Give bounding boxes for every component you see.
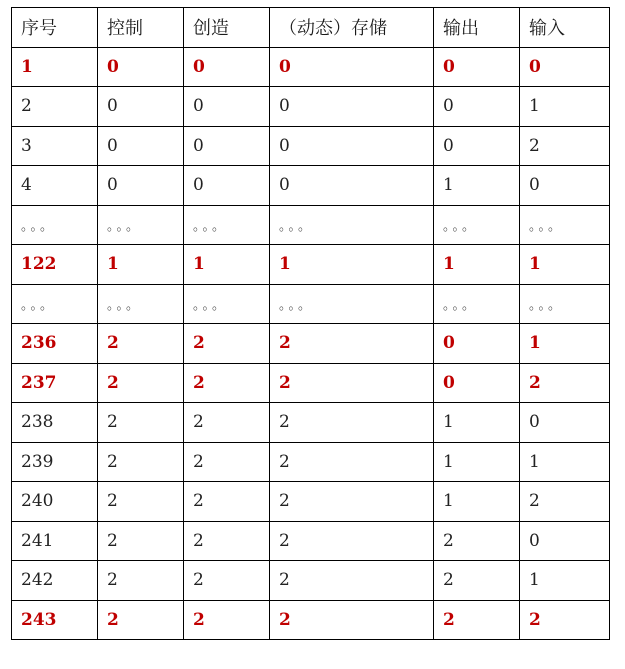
table-cell-input: 2 [520, 482, 610, 522]
table-cell-output: 0 [434, 47, 520, 87]
table-cell-storage: 0 [270, 166, 434, 206]
table-cell-output: 1 [434, 442, 520, 482]
table-cell-control: 2 [98, 403, 184, 443]
header-cell-control: 控制 [98, 8, 184, 48]
table-cell-storage: 2 [270, 521, 434, 561]
table-cell-control: 2 [98, 561, 184, 601]
table-cell-control: 2 [98, 363, 184, 403]
table-cell-control: 2 [98, 521, 184, 561]
table-cell-output: 1 [434, 166, 520, 206]
table-row [12, 521, 610, 561]
table-cell-create: 2 [184, 482, 270, 522]
table-cell-storage: 。。。 [270, 205, 434, 245]
table-cell-output: 。。。 [434, 284, 520, 324]
table-cell-create: 。。。 [184, 205, 270, 245]
table-cell-index: 122 [12, 245, 98, 285]
ellipsis-row [12, 205, 610, 245]
header-cell-create: 创造 [184, 8, 270, 48]
table-cell-input: 1 [520, 442, 610, 482]
table-cell-index: 2 [12, 87, 98, 127]
table-cell-storage: 2 [270, 482, 434, 522]
table-cell-create: 2 [184, 561, 270, 601]
table-cell-storage: 2 [270, 561, 434, 601]
table-cell-index: 。。。 [12, 284, 98, 324]
table-cell-control: 1 [98, 245, 184, 285]
table-cell-create: 2 [184, 521, 270, 561]
table-cell-input: 1 [520, 87, 610, 127]
table-cell-storage: 1 [270, 245, 434, 285]
table-cell-control: 0 [98, 87, 184, 127]
table-row [12, 324, 610, 364]
table-cell-output: 0 [434, 324, 520, 364]
header-cell-input: 输入 [520, 8, 610, 48]
table-cell-index: 1 [12, 47, 98, 87]
table-cell-create: 0 [184, 87, 270, 127]
table-cell-control: 0 [98, 126, 184, 166]
table-row [12, 442, 610, 482]
table-cell-control: 0 [98, 47, 184, 87]
table-cell-create: 2 [184, 442, 270, 482]
header-cell-output: 输出 [434, 8, 520, 48]
table-cell-index: 237 [12, 363, 98, 403]
table-row [12, 166, 610, 206]
table-cell-output: 。。。 [434, 205, 520, 245]
table-cell-index: 3 [12, 126, 98, 166]
table-cell-input: 。。。 [520, 205, 610, 245]
table-cell-output: 1 [434, 482, 520, 522]
table-cell-control: 2 [98, 482, 184, 522]
table-row [12, 363, 610, 403]
table-cell-create: 0 [184, 126, 270, 166]
table-cell-input: 。。。 [520, 284, 610, 324]
table-cell-create: 1 [184, 245, 270, 285]
table-cell-index: 4 [12, 166, 98, 206]
table-cell-index: 243 [12, 600, 98, 640]
table-cell-control: 2 [98, 324, 184, 364]
table-cell-index: 238 [12, 403, 98, 443]
table-cell-output: 0 [434, 126, 520, 166]
ellipsis-row [12, 284, 610, 324]
table-cell-create: 2 [184, 324, 270, 364]
table-cell-input: 0 [520, 521, 610, 561]
table-cell-create: 2 [184, 403, 270, 443]
table-cell-input: 1 [520, 561, 610, 601]
table-cell-storage: 2 [270, 363, 434, 403]
table-row [12, 87, 610, 127]
header-cell-storage: （动态）存储 [270, 8, 434, 48]
table-cell-control: 2 [98, 442, 184, 482]
table-cell-storage: 0 [270, 87, 434, 127]
table-cell-input: 2 [520, 363, 610, 403]
table-cell-input: 0 [520, 47, 610, 87]
table-cell-storage: 2 [270, 442, 434, 482]
table-body [12, 8, 610, 640]
table-cell-input: 1 [520, 324, 610, 364]
table-cell-index: 240 [12, 482, 98, 522]
table-cell-output: 2 [434, 561, 520, 601]
table-row [12, 403, 610, 443]
table-cell-storage: 0 [270, 47, 434, 87]
table-row [12, 47, 610, 87]
table-cell-index: 。。。 [12, 205, 98, 245]
table-cell-index: 236 [12, 324, 98, 364]
table-cell-output: 1 [434, 403, 520, 443]
table-cell-input: 0 [520, 166, 610, 206]
table-row [12, 482, 610, 522]
table-cell-create: 。。。 [184, 284, 270, 324]
header-cell-index: 序号 [12, 8, 98, 48]
table-cell-input: 2 [520, 126, 610, 166]
table-cell-create: 0 [184, 166, 270, 206]
table-cell-storage: 2 [270, 600, 434, 640]
table-row [12, 600, 610, 640]
table-cell-output: 0 [434, 363, 520, 403]
table-cell-index: 242 [12, 561, 98, 601]
table-row [12, 561, 610, 601]
table-cell-output: 2 [434, 600, 520, 640]
table-cell-storage: 0 [270, 126, 434, 166]
table-cell-create: 2 [184, 363, 270, 403]
table-cell-index: 241 [12, 521, 98, 561]
table-cell-input: 2 [520, 600, 610, 640]
table-cell-create: 2 [184, 600, 270, 640]
table-cell-control: 。。。 [98, 205, 184, 245]
table-row [12, 126, 610, 166]
table-cell-output: 2 [434, 521, 520, 561]
table-row [12, 245, 610, 285]
table-cell-storage: 。。。 [270, 284, 434, 324]
table-cell-control: 2 [98, 600, 184, 640]
table-cell-create: 0 [184, 47, 270, 87]
table-cell-storage: 2 [270, 403, 434, 443]
table-cell-input: 1 [520, 245, 610, 285]
table-cell-input: 0 [520, 403, 610, 443]
header-row [12, 8, 610, 48]
table-cell-control: 。。。 [98, 284, 184, 324]
table-cell-output: 1 [434, 245, 520, 285]
table-cell-control: 0 [98, 166, 184, 206]
table-cell-output: 0 [434, 87, 520, 127]
table-cell-index: 239 [12, 442, 98, 482]
data-table [11, 7, 610, 640]
table-cell-storage: 2 [270, 324, 434, 364]
